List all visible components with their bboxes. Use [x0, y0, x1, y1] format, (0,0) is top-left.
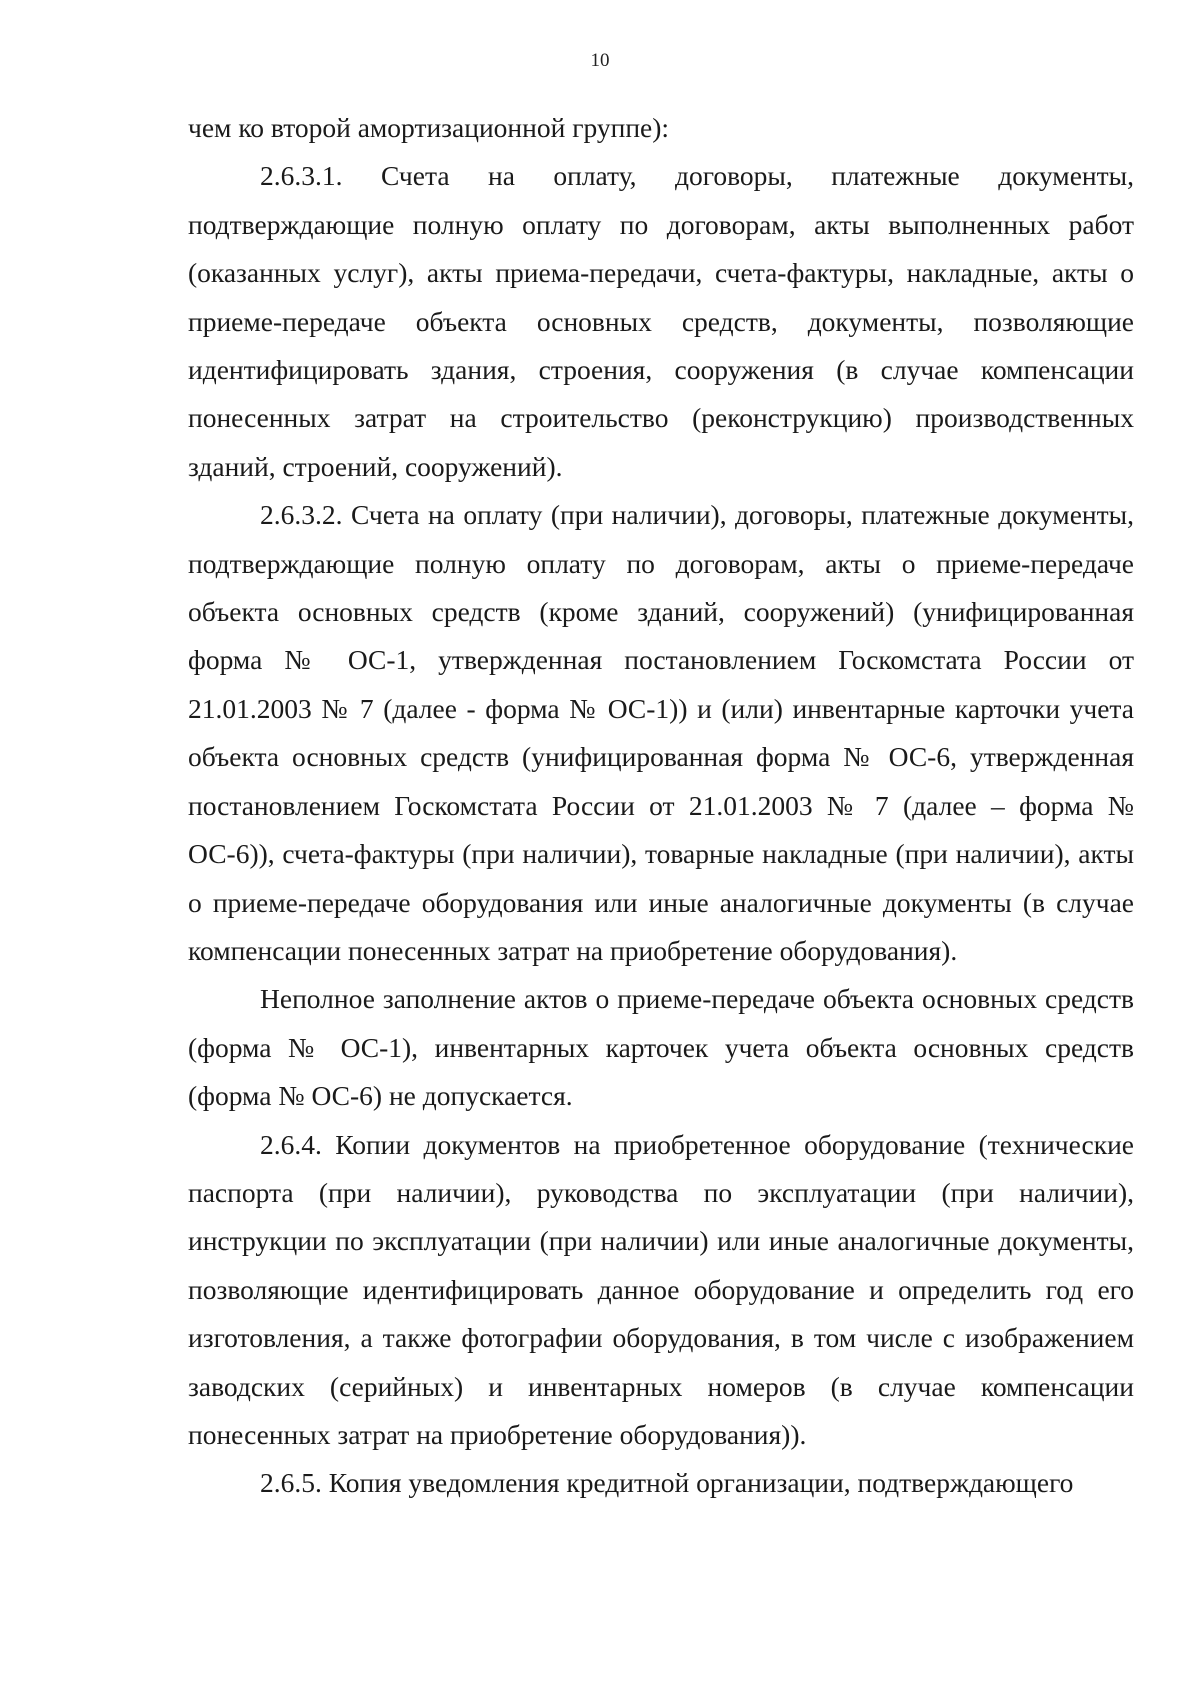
- paragraph-continuation: чем ко второй амортизационной группе):: [188, 112, 670, 143]
- paragraph-2-6-5: 2.6.5. Копия уведомления кредитной организации, подтверждающего: [260, 1467, 1074, 1499]
- page-number: 10: [590, 50, 610, 71]
- paragraph-2-6-3-1: 2.6.3.1. Счета на оплату, договоры, платежные документы, подтверждающие полную оплату по договорам, акты выполненных работ (оказанных услуг), акты приема-передачи, счета-фактуры, накладные, акты о приеме-передаче объекта основных средств, документы, позволяющие идентифицировать здания, строения, сооружения (в случае компенсации понесенных затрат на строительство (реконструкцию) производственных зданий, строений, сооружений).: [188, 160, 1134, 482]
- paragraph-2-6-3-2: 2.6.3.2. Счета на оплату (при наличии), договоры, платежные документы, подтверждающие полную оплату по договорам, акты о приеме-передаче объекта основных средств (кроме зданий, сооружений) (унифицированная форма № ОС-1, утвержденная постановлением Госкомстата России от 21.01.2003 № 7 (далее - форма № ОС-1)) и (или) инвентарные карточки учета объекта основных средств (унифицированная форма № ОС-6, утвержденная постановлением Госкомстата России от 21.01.2003 № 7 (далее – форма № ОС-6)), счета-фактуры (при наличии), товарные накладные (при наличии), акты о приеме-передаче оборудования или иные аналогичные документы (в случае компенсации понесенных затрат на приобретение оборудования).: [188, 499, 1134, 966]
- document-body: [188, 104, 1134, 1508]
- paragraph-incomplete-forms: Неполное заполнение актов о приеме-передаче объекта основных средств (форма № ОС-1), инвентарных карточек учета объекта основных средств (форма № ОС-6) не допускается.: [188, 983, 1134, 1112]
- paragraph-2-6-4: 2.6.4. Копии документов на приобретенное оборудование (технические паспорта (при наличии), руководства по эксплуатации (при наличии), инструкции по эксплуатации (при наличии) или иные аналогичные документы, позволяющие идентифицировать данное оборудование и определить год его изготовления, а также фотографии оборудования, в том числе с изображением заводских (серийных) и инвентарных номеров (в случае компенсации понесенных затрат на приобретение оборудования)).: [188, 1128, 1134, 1450]
